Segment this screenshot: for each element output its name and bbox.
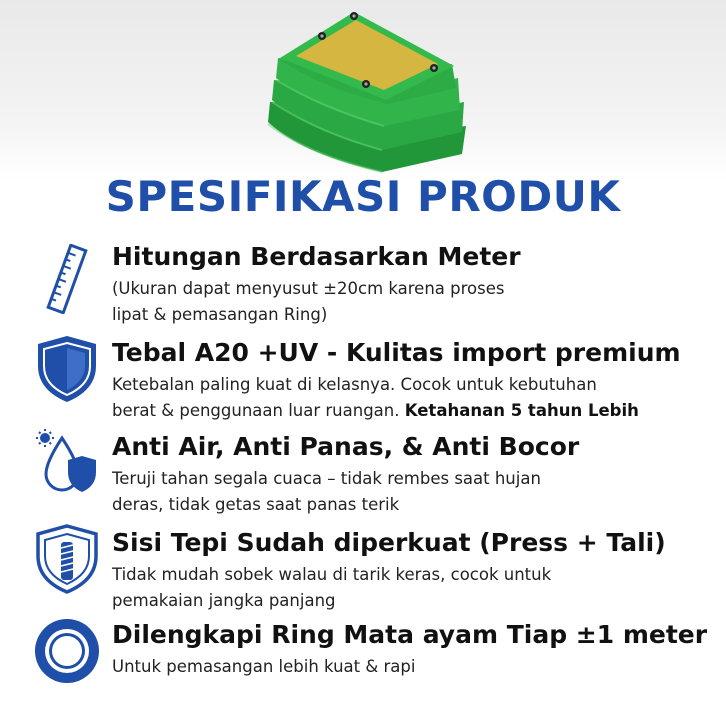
weather-protection-icon	[32, 428, 102, 498]
shield-icon	[32, 334, 102, 404]
feature-description: Ketebalan paling kuat di kelasnya. Cocok untuk kebutuhan berat & penggunaan luar ruangan. Ketahanan 5 tahun Lebih	[112, 375, 639, 420]
ruler-icon	[32, 244, 102, 314]
tarpaulin-product-image	[262, 4, 468, 176]
reinforced-edge-icon	[32, 524, 102, 594]
feature-description: Untuk pemasangan lebih kuat & rapi	[112, 657, 416, 676]
durability-highlight: Ketahanan 5 tahun Lebih	[404, 401, 639, 420]
feature-title: Anti Air, Anti Panas, & Anti Bocor	[112, 432, 580, 461]
feature-title: Hitungan Berdasarkan Meter	[112, 242, 521, 271]
feature-title: Dilengkapi Ring Mata ayam Tiap ±1 meter	[112, 620, 708, 649]
feature-description: Tidak mudah sobek walau di tarik keras, cocok untuk pemakaian jangka panjang	[112, 565, 552, 610]
feature-description: (Ukuran dapat menyusut ±20cm karena proses lipat & pemasangan Ring)	[112, 279, 505, 324]
feature-title: Tebal A20 +UV - Kulitas import premium	[112, 338, 681, 367]
feature-description: Teruji tahan segala cuaca – tidak rembes saat hujan deras, tidak getas saat panas terik	[112, 469, 541, 514]
section-heading: SPESIFIKASI PRODUK	[105, 172, 621, 221]
eyelet-ring-icon	[32, 616, 102, 686]
feature-title: Sisi Tepi Sudah diperkuat (Press + Tali)	[112, 528, 666, 557]
